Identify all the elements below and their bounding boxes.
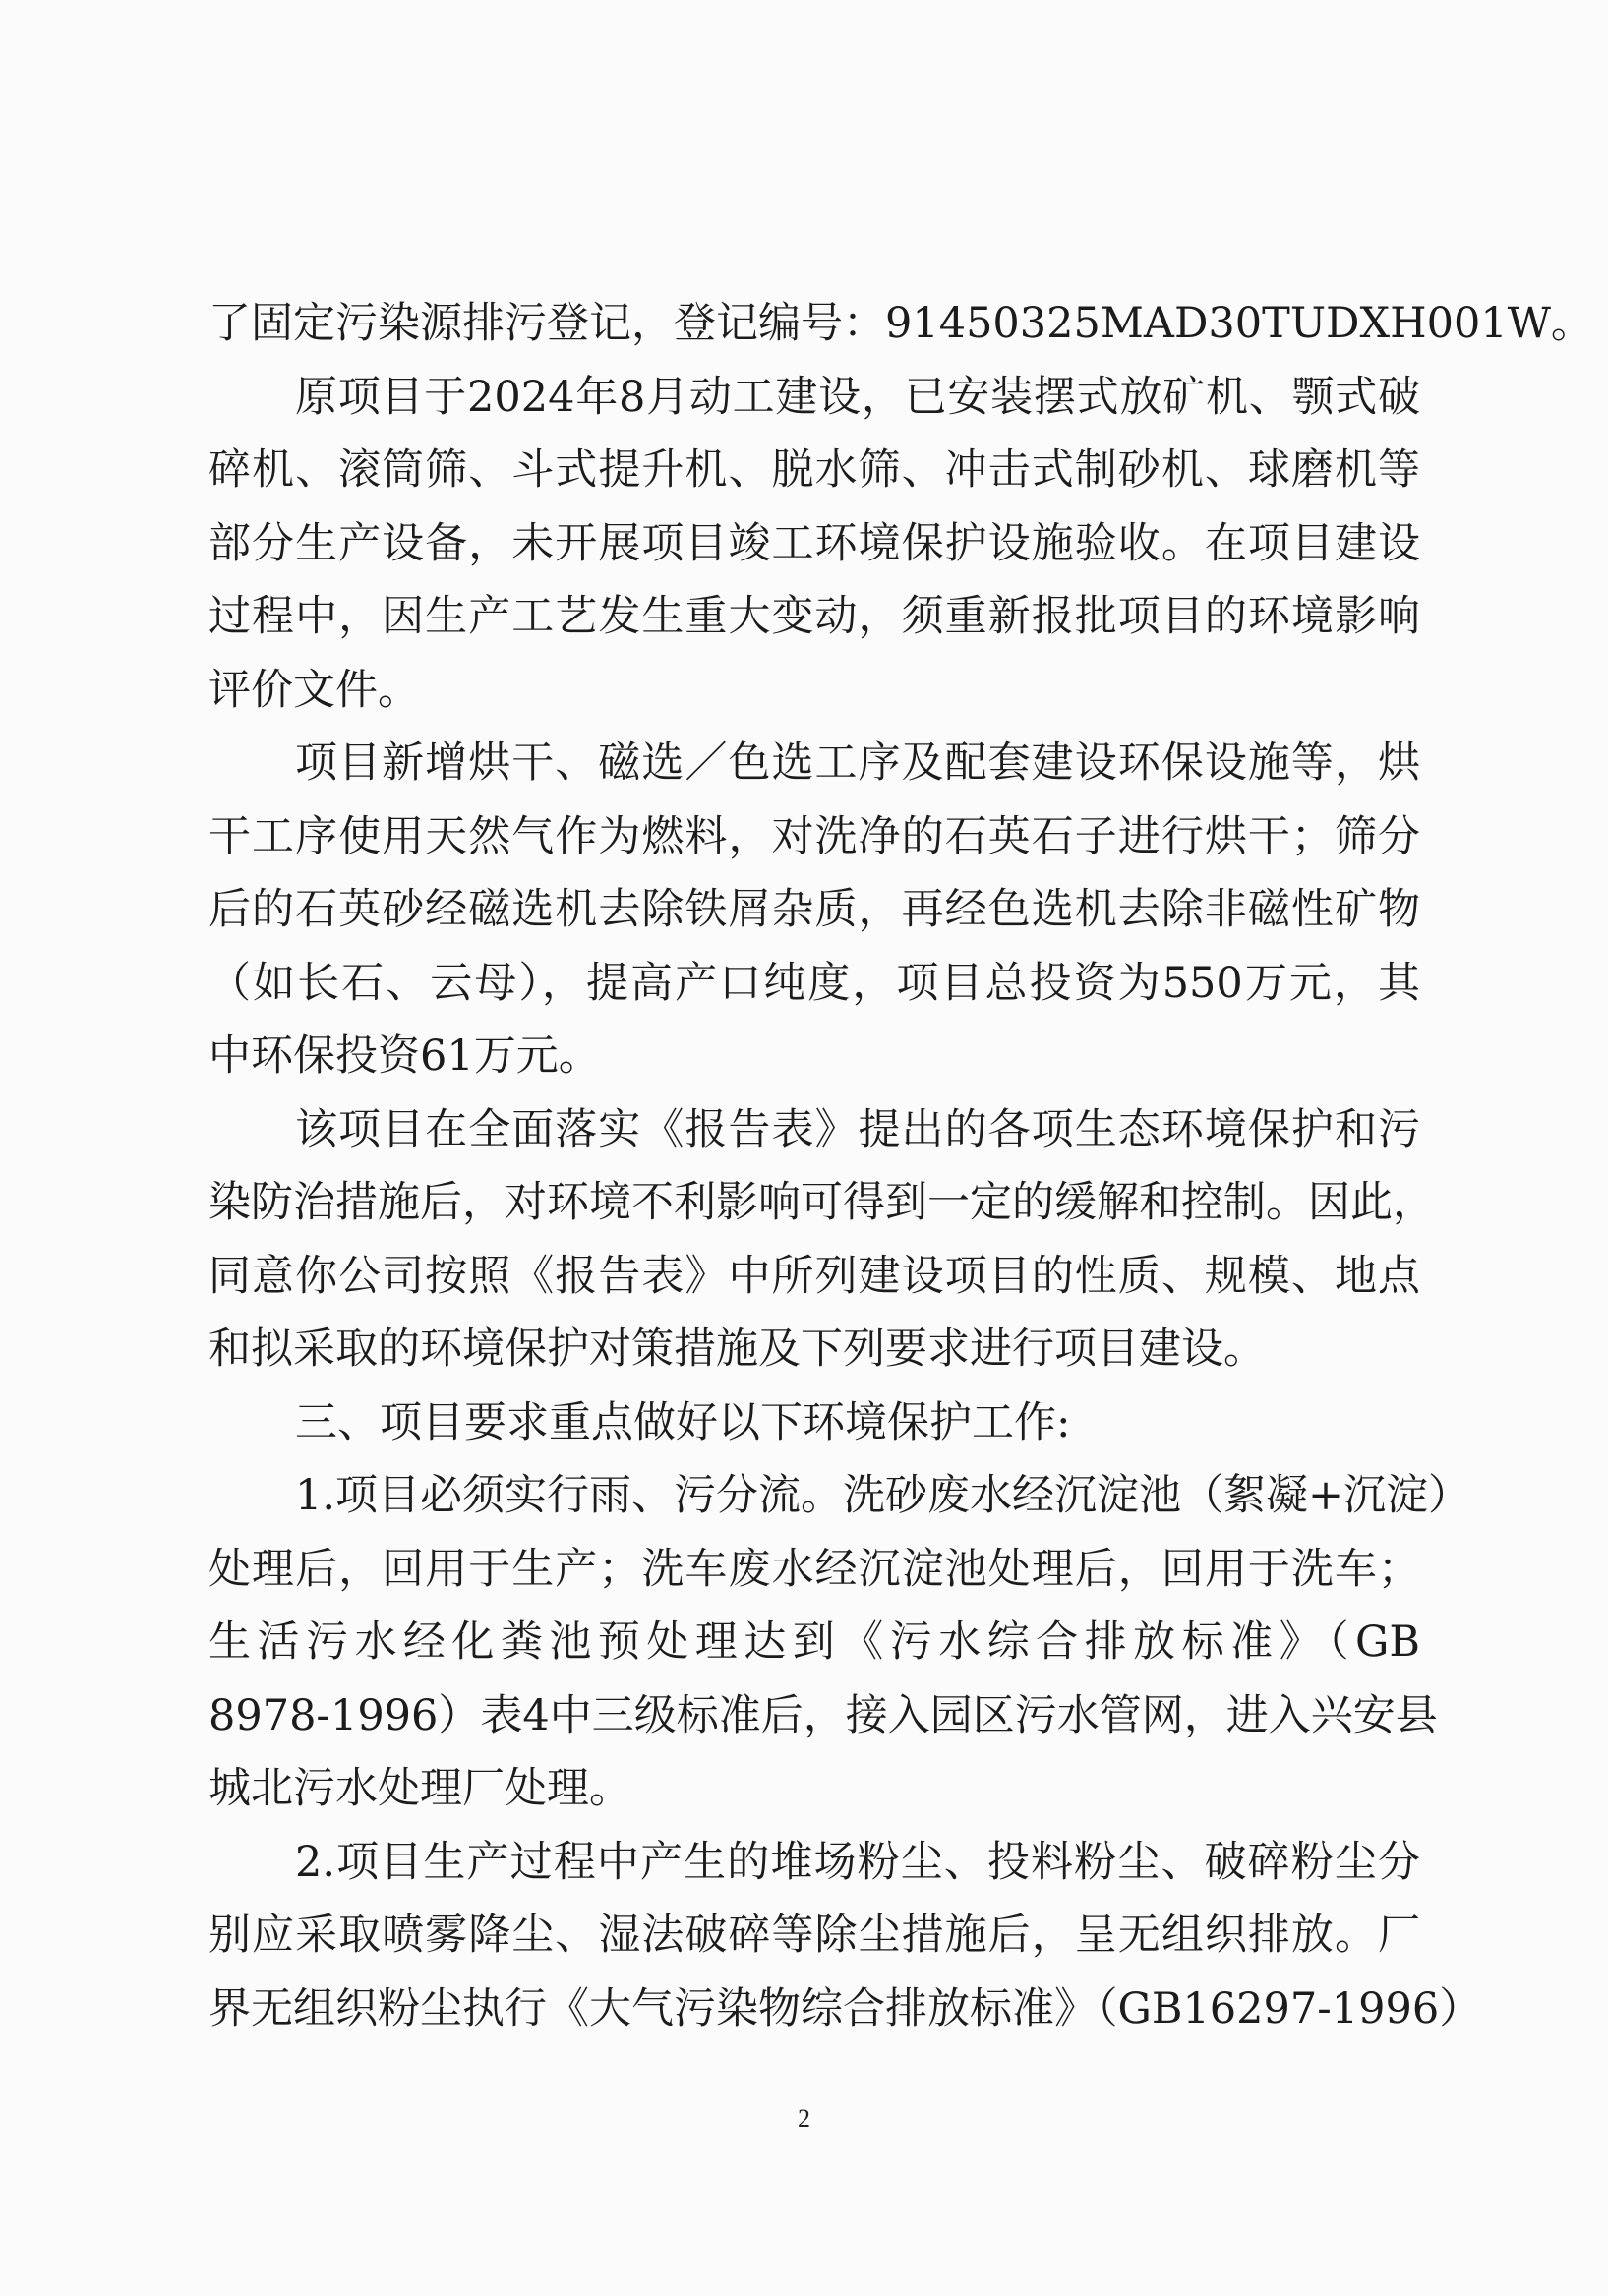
text-line: 别应采取喷雾降尘、湿法破碎等除尘措施后，呈无组织排放。厂 bbox=[208, 1911, 1420, 1960]
text-line: 项目新增烘干、磁选／色选工序及配套建设环保设施等，烘 bbox=[295, 738, 1420, 788]
body-text bbox=[208, 287, 1593, 2045]
text-line: 界无组织粉尘执行《大气污染物综合排放标准》（GB16297-1996） bbox=[208, 1983, 1482, 2033]
text-line: 该项目在全面落实《报告表》提出的各项生态环境保护和污 bbox=[295, 1104, 1420, 1154]
text-line: （如长石、云母），提高产口纯度，项目总投资为550万元，其 bbox=[208, 958, 1420, 1008]
text-line: 1.项目必须实行雨、污分流。洗砂废水经沉淀池（絮凝+沉淀） bbox=[295, 1471, 1471, 1520]
text-line: 干工序使用天然气作为燃料，对洗净的石英石子进行烘干；筛分 bbox=[208, 811, 1420, 861]
text-line: 和拟采取的环境保护对策措施及下列要求进行项目建设。 bbox=[208, 1325, 1266, 1374]
text-line: 处理后，回用于生产；洗车废水经沉淀池处理后，回用于洗车； bbox=[208, 1544, 1420, 1594]
text-line: 染防治措施后，对环境不利影响可得到一定的缓解和控制。因此， bbox=[208, 1178, 1435, 1227]
text-line: 城北污水处理厂处理。 bbox=[208, 1764, 631, 1813]
text-line: 8978-1996）表4中三级标准后，接入园区污水管网，进入兴安县 bbox=[208, 1690, 1438, 1740]
text-line: 生活污水经化粪池预处理达到《污水综合排放标准》（GB bbox=[208, 1618, 1420, 1667]
text-line: 部分生产设备，未开展项目竣工环境保护设施验收。在项目建设 bbox=[208, 518, 1420, 568]
text-line: 中环保投资61万元。 bbox=[208, 1031, 601, 1081]
text-line: 三、项目要求重点做好以下环境保护工作: bbox=[295, 1397, 1071, 1447]
page-number: 2 bbox=[798, 2104, 810, 2133]
text-line: 过程中，因生产工艺发生重大变动，须重新报批项目的环境影响 bbox=[208, 592, 1420, 641]
text-line: 2.项目生产过程中产生的堆场粉尘、投料粉尘、破碎粉尘分 bbox=[295, 1837, 1420, 1887]
text-line: 原项目于2024年8月动工建设，已安装摆式放矿机、颚式破 bbox=[295, 372, 1420, 422]
text-line: 碎机、滚筒筛、斗式提升机、脱水筛、冲击式制砂机、球磨机等 bbox=[208, 445, 1420, 495]
text-line: 评价文件。 bbox=[208, 665, 420, 715]
text-line: 了固定污染源排污登记，登记编号：91450325MAD30TUDXH001W。 bbox=[208, 299, 1593, 348]
text-line: 同意你公司按照《报告表》中所列建设项目的性质、规模、地点 bbox=[208, 1251, 1420, 1301]
text-line: 后的石英砂经磁选机去除铁屑杂质，再经色选机去除非磁性矿物 bbox=[208, 885, 1420, 934]
